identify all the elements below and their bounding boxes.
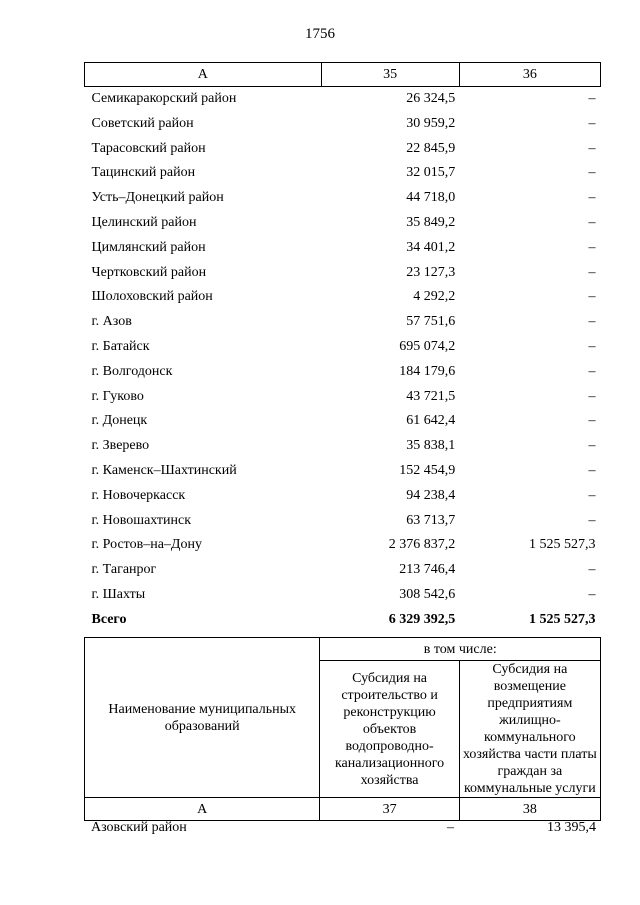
table-header-row [85, 63, 601, 87]
header-col-a: А [85, 63, 322, 87]
row-name: Азовский район [91, 820, 187, 835]
row-value-36: – [588, 264, 596, 280]
index-col-37: 37 [320, 798, 459, 821]
total-label: Всего [91, 611, 127, 627]
index-col-a: А [85, 798, 320, 821]
row-value-36: – [588, 586, 596, 602]
row-value-36: – [588, 562, 596, 578]
row-value-36: – [588, 289, 596, 305]
row-name: Усть–Донецкий район [91, 190, 224, 206]
row-value-38: 13 395,4 [547, 820, 596, 835]
row-value-35: 34 401,2 [406, 239, 456, 255]
table-row [85, 533, 601, 558]
row-name: Тацинский район [91, 165, 196, 181]
table-row [85, 484, 601, 509]
row-name: г. Донецк [91, 413, 148, 429]
row-name: Чертковский район [91, 264, 207, 280]
including-header: в том числе: [320, 638, 601, 661]
row-value-35: 695 074,2 [399, 338, 456, 354]
table-row [85, 335, 601, 360]
row-value-36: – [588, 140, 596, 156]
table-row [85, 186, 601, 211]
table-row [85, 360, 601, 385]
row-value-36: – [588, 512, 596, 528]
total-value-36: 1 525 527,3 [529, 611, 596, 627]
col-37-header: Субсидия на строительство и реконструкцию объектов водопроводно-канализационного хозяйства [320, 661, 459, 798]
row-value-36: – [588, 413, 596, 429]
table-row-azov-district [84, 817, 601, 839]
table-row [85, 509, 601, 534]
table-row [85, 87, 601, 112]
table-row [85, 409, 601, 434]
header-col-35: 35 [321, 63, 459, 87]
header-col-36: 36 [459, 63, 600, 87]
row-value-36: – [588, 438, 596, 454]
row-value-35: 43 721,5 [406, 388, 456, 404]
table-row [85, 137, 601, 162]
total-value-35: 6 329 392,5 [388, 611, 456, 627]
table-row [85, 558, 601, 583]
row-value-35: 22 845,9 [406, 140, 456, 156]
row-value-36: – [588, 388, 596, 404]
row-value-35: 35 849,2 [406, 214, 456, 230]
row-name: Семикаракорский район [91, 91, 237, 106]
row-name: г. Ростов–на–Дону [91, 537, 202, 553]
table-row [85, 310, 601, 335]
row-value-36: – [588, 91, 596, 106]
table-row [85, 161, 601, 186]
row-value-35: 184 179,6 [399, 363, 456, 379]
row-value-35: 26 324,5 [406, 91, 456, 106]
row-value-35: 4 292,2 [413, 289, 456, 305]
row-value-35: 35 838,1 [406, 438, 456, 454]
index-col-38: 38 [459, 798, 600, 821]
row-value-35: 213 746,4 [399, 562, 456, 578]
total-row [85, 608, 601, 633]
row-value-36: – [588, 487, 596, 503]
row-value-35: 30 959,2 [406, 115, 456, 131]
row-name: г. Азов [91, 314, 132, 330]
row-name: Целинский район [91, 214, 197, 230]
row-name: Советский район [91, 115, 194, 131]
row-name: г. Гуково [91, 388, 144, 404]
table-row [85, 385, 601, 410]
table-row [85, 211, 601, 236]
table-row [85, 459, 601, 484]
row-value-36: – [588, 214, 596, 230]
row-value-36: – [588, 338, 596, 354]
row-name: г. Новошахтинск [91, 512, 192, 528]
row-value-35: 2 376 837,2 [388, 537, 456, 553]
row-value-35: 308 542,6 [399, 586, 456, 602]
table-row [85, 583, 601, 608]
row-value-35: 63 713,7 [406, 512, 456, 528]
row-value-36: – [588, 239, 596, 255]
row-name: г. Шахты [91, 586, 146, 602]
row-value-35: 32 015,7 [406, 165, 456, 181]
row-value-36: 1 525 527,3 [529, 537, 596, 553]
row-name: г. Новочеркасск [91, 487, 186, 503]
row-name: Тарасовский район [91, 140, 206, 156]
row-value-37: – [447, 820, 454, 835]
data-table-cols-35-36 [84, 62, 601, 633]
row-value-36: – [588, 190, 596, 206]
row-value-35: 94 238,4 [406, 487, 456, 503]
row-value-35: 152 454,9 [399, 462, 456, 478]
row-value-36: – [588, 165, 596, 181]
row-name: г. Таганрог [91, 562, 157, 578]
row-value-35: 61 642,4 [406, 413, 456, 429]
row-name: г. Волгодонск [91, 363, 173, 379]
table-row [85, 434, 601, 459]
table-row [85, 285, 601, 310]
row-value-35: 23 127,3 [406, 264, 456, 280]
page-number: 1756 [305, 26, 335, 42]
row-value-36: – [588, 314, 596, 330]
table-row [85, 112, 601, 137]
row-value-36: – [588, 115, 596, 131]
col-38-header: Субсидия на возмещение предприятиям жилищно-коммунального хозяйства части платы граждан за коммунальные услуги [459, 661, 600, 798]
row-name: г. Зверево [91, 438, 150, 454]
row-value-36: – [588, 462, 596, 478]
row-name: Цимлянский район [91, 239, 206, 255]
header-table-cols-37-38 [84, 637, 601, 821]
row-value-36: – [588, 363, 596, 379]
row-name: г. Батайск [91, 338, 150, 354]
row-value-35: 44 718,0 [406, 190, 456, 206]
row-name: Шолоховский район [91, 289, 213, 305]
table-row [85, 236, 601, 261]
row-value-35: 57 751,6 [406, 314, 456, 330]
table-row [85, 261, 601, 286]
name-column-header: Наименование муниципальных образований [85, 638, 320, 798]
row-name: г. Каменск–Шахтинский [91, 462, 237, 478]
